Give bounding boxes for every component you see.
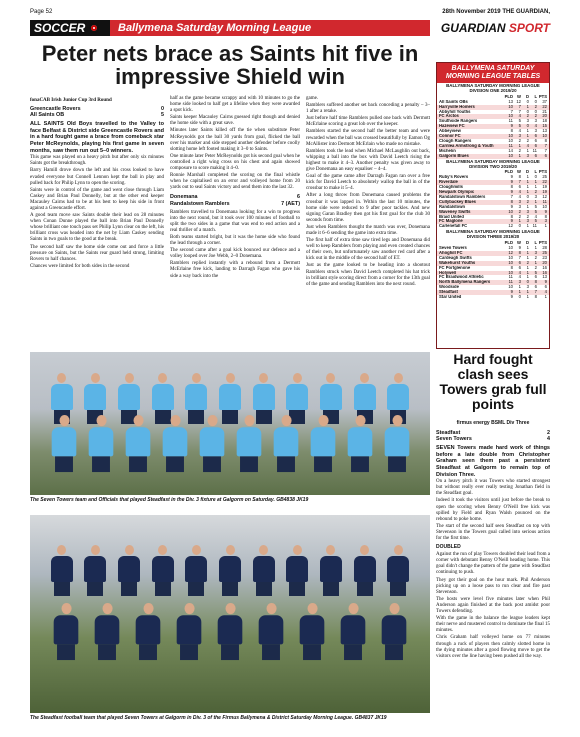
paragraph: Ronnie Marshall completed the scoring on the final whistle when he capitalised on an error and volleyed home from 20 yards out to seal Saints victory and send them into the last 32. bbox=[170, 173, 300, 191]
paragraph: game. bbox=[306, 96, 319, 101]
league-table-row: All Saints OBs 13 12 0 0 37 bbox=[439, 98, 547, 104]
team-photo-steadfast bbox=[30, 515, 430, 713]
scoreline-home: Greencastle Rovers 0 bbox=[30, 106, 164, 113]
player-figure bbox=[384, 415, 409, 472]
league-table-row: Braid United 8 2 2 4 8 bbox=[439, 213, 547, 219]
player-figure bbox=[382, 603, 407, 660]
league-table-row: Randalstown 9 3 1 5 10 bbox=[439, 203, 547, 209]
league-table-row: Ahoghill FC 12 8 1 3 25 bbox=[439, 249, 547, 255]
scoreline-away-3: Seven Towers 4 bbox=[436, 436, 550, 443]
league-table-row: Waveney Swifts 10 2 3 5 9 bbox=[439, 208, 547, 214]
player-figure bbox=[135, 603, 160, 660]
league-tables-heading: BALLYMENA SATURDAY MORNING LEAGUE TABLES bbox=[437, 63, 549, 83]
section-banner bbox=[30, 20, 550, 36]
league-table-row: Cullybackey Blues 8 3 2 1 11 bbox=[439, 198, 547, 204]
player-figure bbox=[88, 415, 113, 472]
league-table-header: PLD W D L PTS bbox=[504, 169, 547, 175]
paragraph: Ramblers travelled to Donemana looking for a win to progress into the next round, but it took over 100 minutes of football to split the two sides in a game that was end to end action and a real thriller of a match. bbox=[170, 209, 300, 233]
secondary-headline: Hard fought clash sees Towers grab full points bbox=[439, 351, 547, 412]
paragraph: Chances were limited for both sides in the second bbox=[30, 263, 130, 269]
page-number: Page 52 bbox=[30, 9, 53, 15]
paragraph: The first half of extra time saw tired legs and Donemana did well to keep Ramblers from playing and even created chances of their own, but unfortunately saw another red card after a kick out in the middle of the second half of ET. bbox=[306, 238, 430, 262]
league-table-title: BALLYMENA SATURDAY MORNING LEAGUE DIVISION THREE 2019/20 bbox=[446, 229, 540, 240]
article-column-1 bbox=[30, 96, 164, 271]
player-figure bbox=[320, 545, 342, 596]
article-lead-2: SEVEN Towers made hard work of things before a late double from Christopher Graham seen them past a persistent Steadfast at Galgorm to remain top of Division Three. bbox=[436, 445, 550, 478]
league-table-row: Carlenefall FC 12 0 1 11 1 bbox=[439, 223, 547, 229]
league-table-div1 bbox=[437, 83, 549, 159]
player-figure bbox=[341, 603, 366, 660]
paragraph: Saints were in control of the game and went close through Liam Caskey and Brian Paul Donnelly, but at the other end keeper Macauley Cairns had to be at his best to keep his side in front against a Greencastle effort. bbox=[30, 187, 164, 211]
league-table-row: FC Braidwood Athletic 11 4 1 6 13 bbox=[439, 274, 547, 280]
page-header-line bbox=[30, 7, 550, 17]
league-table-row: Woodside 10 1 3 6 6 bbox=[439, 284, 547, 290]
league-table-row: Seven Towers 10 9 1 1 28 bbox=[439, 245, 547, 250]
paragraph: This game was played on a heavy pitch but after only six minutes Saints got the breakthrough. bbox=[30, 155, 164, 167]
scoreline-away: All Saints OB 5 bbox=[30, 112, 164, 119]
player-figure bbox=[347, 415, 372, 472]
league-table-row: North Ballymena Rangers 11 3 0 8 9 bbox=[439, 279, 547, 285]
paragraph: Against the run of play Towers doubled their lead from a corner with debutant Benny O'Neill heading home. This goal didn't change the pattern of the game with Steadfast continuing to push. bbox=[436, 552, 550, 576]
paragraph: half as the game became scrappy and with 10 minutes to go the home side looked to half get a lifeline when they were awarded a spot kick. bbox=[170, 96, 300, 114]
competition-label: fonaCAB Irish Junior Cup 3rd Round bbox=[30, 98, 112, 103]
player-figure bbox=[84, 545, 106, 596]
scoreline-away-2: Randalstown Ramblers 7 (AET) bbox=[170, 200, 300, 207]
league-table-row: Hazeview FC 9 5 0 4 15 bbox=[439, 123, 547, 129]
league-table-row: Clough Rangers 10 2 2 6 8 bbox=[439, 137, 547, 143]
league-table-div3 bbox=[437, 229, 549, 300]
paragraph: On a heavy pitch it was Towers who started strongest but without really ever really testing Jonathan field in the Steadfast goal. bbox=[436, 479, 550, 497]
article-column-4 bbox=[436, 430, 550, 661]
player-figure bbox=[253, 545, 275, 596]
league-table-row: Carnlea Armstrong & Youth 11 1 4 6 7 bbox=[439, 142, 547, 148]
paragraph: Both teams started bright, but it was the home side who found the lead through a corner. bbox=[170, 234, 300, 247]
player-figure bbox=[177, 603, 202, 660]
league-table-row: FC Arctos 10 4 2 2 20 bbox=[439, 113, 547, 119]
paragraph: Goal of the game came after Darragh Fagan ran over a free kick for David Leetch to absolutely wallop the ball in of the crossbar to make it 5–4. bbox=[306, 174, 430, 192]
player-figure bbox=[273, 415, 298, 472]
player-figure bbox=[94, 603, 119, 660]
section-label: SOCCER bbox=[30, 20, 110, 36]
article-column-3 bbox=[306, 96, 430, 289]
player-figure bbox=[236, 415, 261, 472]
paragraph: Chris Graham half volleyed home on 77 minutes through a ruck of players then calmly slotted home in the dying minutes after a good flowing move to get the visitors over the line having been pushed all the way. bbox=[436, 635, 550, 659]
page-date: 28th November 2019 bbox=[442, 9, 501, 15]
paragraph: The second came after a goal kick bounced our defence and a volley looped over Joe Webb, 2–0 Donemana. bbox=[170, 248, 300, 260]
paragraph: The start of the second half seen Steadfast on top with Stevenson in the Towers goal called into serious action for the first time. bbox=[436, 523, 550, 541]
paragraph: They got their goal on the hour mark. Phil Anderson picking up on a loose pass to run clear and fire past Stevenson. bbox=[436, 577, 550, 595]
brand-logo: GUARDIAN SPORT bbox=[440, 21, 550, 35]
paragraph: Minutes later Saints killed off the tie when substitute Peter McReynolds got the ball 30 yards from goal, flicked the ball over his marker and side stepped another defender before coolly slotting home left footed making it 3–0 to Saints. bbox=[170, 128, 300, 152]
player-figure bbox=[53, 603, 78, 660]
paragraph: Ramblers started the second half the better team and were rewarded when the ball was crossed beautifully by Eamon Og McAllister into Dermott McErlain who made no mistake. bbox=[306, 129, 430, 147]
player-figure bbox=[125, 415, 150, 472]
league-table-row: Michelin 14 2 1 11 7 bbox=[439, 147, 547, 153]
paper-name: THE GUARDIAN, bbox=[502, 9, 550, 15]
photo-caption: The Seven Towers team and Officials that played Steadfast in the Div. 3 fixture at Galgorm on Saturday. GB4838 JK19 bbox=[30, 497, 309, 503]
competition-label-2: firmus energy BSML Div Three bbox=[456, 420, 530, 426]
paragraph: Ramblers replied instantly with a rebound from a Dermott McErlaine free kick, landing to Darragh Fagan who gave his side a way back into the bbox=[170, 261, 300, 279]
league-table-row: Southside Rangers 11 5 3 3 18 bbox=[439, 118, 547, 124]
player-figure bbox=[259, 603, 284, 660]
scoreline-home-3: Steadfast 2 bbox=[436, 430, 550, 436]
player-figure bbox=[51, 545, 73, 596]
league-table-row: Holywell 10 4 1 5 16 bbox=[439, 269, 547, 275]
paragraph: Ramblers took the lead when Michael McLaughlin out back, whipping a ball into the box with David Leetch rising the highest to make it 4–3. Another penalty was given away to give Donemana an easy equaliser – 4–4. bbox=[306, 148, 430, 173]
photo-caption: The Steadfast football team that played Seven Towers at Galgorm in Div. 3 of the Firmus Ballymena & District Saturday Morning League. GB4837 JK19 bbox=[30, 715, 387, 721]
player-figure bbox=[354, 545, 376, 596]
paragraph: Saints keeper Macauley Cairns guessed right though and denied the home side with a great save. bbox=[170, 115, 300, 127]
scoreline-home-2: Donemana 6 bbox=[170, 194, 300, 201]
team-photo-seven-towers bbox=[30, 352, 430, 495]
paragraph: A good team move saw Saints double their lead on 28 minutes when Conan Dunne played the ball into Brian Paul Donnelly whose brilliant one touch pass set Philip Lynn clear on the left, his brilliant cross was headed into the net by Liam Caskey sending Saints in two goals to the good at the break. bbox=[30, 213, 164, 243]
paragraph: Just before half time Ramblers pulled one back with Dermott McErlaine scoring a great lob over the keeper. bbox=[306, 116, 430, 128]
paragraph: The hosts were level five minutes later when Phil Anderson again finished at the back post amidst poor Towers defending. bbox=[436, 596, 550, 615]
league-table-row: Abbyhill Youths 7 7 0 0 21 bbox=[439, 108, 547, 114]
league-table-title: BALLYMENA SATURDAY MORNING LEAGUE DIVISION TWO 2019/20 bbox=[446, 158, 540, 169]
paragraph: The second half saw the home side come out and force a little pressure on Saints, but the Saints rear guard held strong, limiting Rovers to half chances. bbox=[30, 244, 164, 262]
league-table-row: Steadfast 9 1 1 7 4 bbox=[439, 289, 547, 295]
player-figure bbox=[286, 545, 308, 596]
paragraph: After a long throw from Donemana caused problems the crossbar it was lapped in. Within the last 10 minutes, the home side were reduced to 9 after poor tackles. And new signing Garan Bradley then got his first goal for the club 30 seconds from time. bbox=[306, 193, 430, 223]
player-figure bbox=[310, 415, 335, 472]
league-table-row: Cardeagh Swifts 10 7 1 2 23 bbox=[439, 254, 547, 260]
main-headline: Peter nets brace as Saints hit five in impressive Shield win bbox=[41, 41, 419, 89]
player-figure bbox=[162, 415, 187, 472]
player-figure bbox=[387, 545, 409, 596]
league-table-row: Star United 9 0 1 8 1 bbox=[439, 294, 547, 300]
player-figure bbox=[152, 545, 174, 596]
football-icon bbox=[89, 23, 99, 33]
player-figure bbox=[185, 545, 207, 596]
page-date-paper bbox=[442, 9, 550, 15]
league-table-header: PLD W D L PTS bbox=[504, 240, 547, 246]
paragraph: Indeed it took the visitors until just before the break to open the scoring when Benny O'Neill free kick was spilled by Field and Ryan Walsh pounced on the rebound to poke home. bbox=[436, 498, 550, 522]
player-figure bbox=[118, 545, 140, 596]
subheading: DOUBLED bbox=[436, 544, 461, 551]
league-table-row: Ruby's Rovers 9 8 1 0 25 bbox=[439, 174, 547, 180]
paragraph: Barry Hamill drove down the left and his cross looked to have evaded everyone but Connell Lennon kept the ball in play and pulled back for Philip Lynn to open the scoring. bbox=[30, 168, 164, 186]
league-table-header: PLD W D L PTS bbox=[504, 93, 547, 99]
article-column-2 bbox=[170, 96, 300, 281]
league-table-div2 bbox=[437, 159, 549, 230]
league-table-row: Cloughmills 8 6 1 1 19 bbox=[439, 184, 547, 190]
paragraph: Just when Ramblers thought the match was over, Donemana made it 6–6 sending the game into extra time. bbox=[306, 224, 430, 236]
league-table-row: FC Maglone 9 1 3 5 3 bbox=[439, 218, 547, 224]
paragraph: Ramblers suffered another set back conceding a penalty – 3–1 after a retake. bbox=[306, 103, 430, 115]
article-lead: ALL SAINTS Old Boys travelled to the Valley to face Belfast & District side Greencastle Rovers and in a hard fought game a brace from comeback star Peter McReynolds, playing his first game in seven months, saw them run out 5–0 winners. bbox=[30, 121, 164, 154]
player-figure bbox=[219, 545, 241, 596]
league-table-row: FC Portglenone 8 6 1 2 16 bbox=[439, 264, 547, 270]
paragraph: With the game in the balance the league leaders kept their nerve and mustered control to dominate the final 15 minutes. bbox=[436, 616, 550, 634]
paragraph: One minute later Peter McReynolds got his second goal when he controlled a right wing cross on his chest and again showed composure to score making it 4–0. bbox=[170, 153, 300, 172]
league-table-row: Riverdale 9 7 1 1 22 bbox=[439, 179, 547, 185]
player-figure bbox=[199, 415, 224, 472]
league-table-title: BALLYMENA SATURDAY MORNING LEAGUE DIVISION ONE 2019/20 bbox=[446, 83, 540, 93]
player-figure bbox=[218, 603, 243, 660]
league-table-row: Abbeyview 8 4 1 3 13 bbox=[439, 128, 547, 134]
player-figure bbox=[51, 415, 76, 472]
league-title: Ballymena Saturday Morning League bbox=[110, 20, 430, 36]
league-table-row: Newpark Olympic 9 4 1 2 19 bbox=[439, 189, 547, 195]
paragraph: Just as the game looked to be heading into a shootout Ramblers struck when David Leetch completed his hat trick in brilliant style scoring direct from a corner for the 13th goal of the game and sending Ramblers into the next round. bbox=[306, 263, 430, 287]
league-table-row: Randalstown Ramblers 7 4 0 3 12 bbox=[439, 193, 547, 199]
league-table-row: Connor FC 10 3 1 6 10 bbox=[439, 133, 547, 139]
player-figure bbox=[300, 603, 325, 660]
league-table-row: Wakehurst Youths 10 6 2 1 20 bbox=[439, 259, 547, 265]
league-table-row: Harryville Homers 10 7 1 2 22 bbox=[439, 103, 547, 109]
league-tables-panel bbox=[436, 62, 550, 349]
league-table-row: Galgorm Blues 10 1 3 6 6 bbox=[439, 152, 547, 158]
